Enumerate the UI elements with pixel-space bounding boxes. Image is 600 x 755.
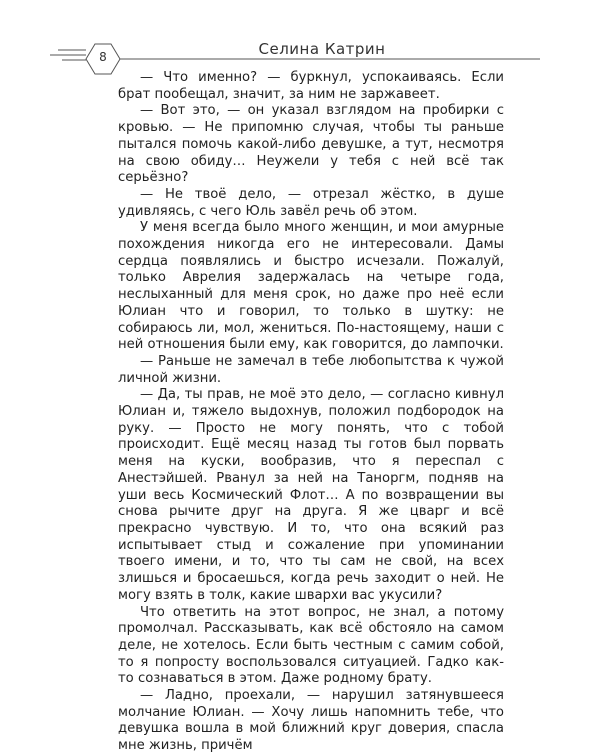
body-text	[118, 70, 504, 755]
paragraph: — Раньше не замечал в тебе любопытства к чужой личной жизни.	[118, 353, 504, 386]
paragraph: — Вот это, — он указал взглядом на пробирки с кровью. — Не припомню случая, чтобы ты раньше пытался помочь какой-либо девушке, а тут, несмотря на свою обиду… Неужели у тебя с ней всё так серьёзно?	[118, 103, 504, 186]
paragraph: — Да, ты прав, не моё это дело, — согласно кивнул Юлиан и, тяжело выдохнув, положил подбородок на руку. — Просто не могу понять, что с тобой происходит. Ещё месяц назад ты готов был порвать меня на куски, вообразив, что я переспал с Анестэйшей. Рванул за ней на Таноргм, подняв на уши весь Космический Флот… А по возвращении вы снова рычите друг на друга. Я же цварг и всё прекрасно чувствую. И то, что она всякий раз испытывает стыд и сожаление при упоминании твоего имени, и то, что ты сам не свой, на всех злишься и бросаешься, когда речь заходит о ней. Не могу взять в толк, какие швархи вас укусили?	[118, 387, 504, 603]
paragraph: Что ответить на этот вопрос, не знал, а потому промолчал. Рассказывать, как всё обстояло на самом деле, не хотелось. Если быть честным с самим собой, то я попросту воспользовался ситуацией. Гадко как-то сознаваться в этом. Даже родному брату.	[118, 604, 504, 687]
paragraph: — Не твоё дело, — отрезал жёстко, в душе удивляясь, с чего Юль завёл речь об этом.	[118, 186, 504, 219]
page-number: 8	[99, 50, 107, 64]
paragraph: — Что именно? — буркнул, успокаиваясь. Если брат пообещал, значит, за ним не заржавеет.	[118, 70, 504, 102]
paragraph: У меня всегда было много женщин, и мои амурные похождения никогда его не интересовали. Дамы сердца появлялись и быстро исчезали. Пожалуй, только Аврелия задержалась на четыре года, неслыханный для меня срок, но даже про неё если Юлиан что и говорил, то только в шутку: не собираюсь ли, мол, жениться. По-настоящему, наши с ней отношения были ему, как говорится, до лампочки.	[118, 220, 504, 353]
paragraph: — Ладно, проехали, — нарушил затянувшееся молчание Юлиан. — Хочу лишь напомнить тебе, что девушка вошла в мой ближний круг доверия, спасла мне жизнь, причём	[118, 688, 504, 754]
author-name: Селина Катрин	[258, 40, 386, 58]
